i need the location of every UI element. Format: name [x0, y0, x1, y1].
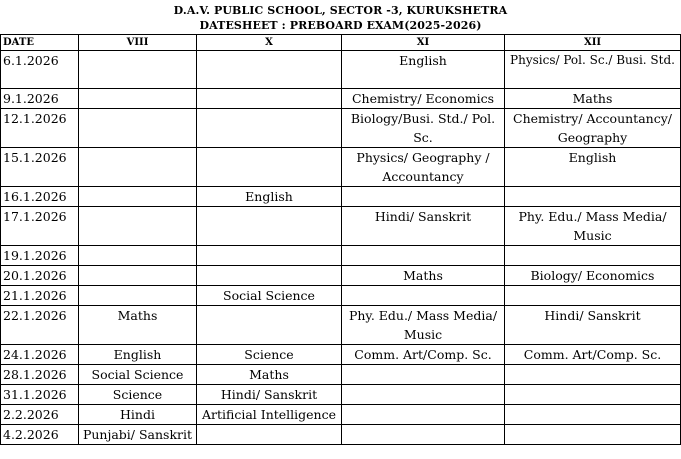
viii-cell: Hindi: [79, 405, 197, 425]
xi-cell: [342, 246, 505, 266]
date-cell: 4.2.2026: [1, 425, 79, 445]
xii-cell: Phy. Edu./ Mass Media/ Music: [505, 207, 681, 246]
xi-cell: [342, 286, 505, 306]
table-row: [1, 187, 681, 207]
x-cell: [197, 207, 342, 246]
xi-cell: Physics/ Geography / Accountancy: [342, 148, 505, 187]
datesheet-title: DATESHEET : PREBOARD EXAM(2025-2026): [199, 19, 482, 32]
x-cell: [197, 266, 342, 286]
table-row: [1, 148, 681, 187]
viii-cell: [79, 187, 197, 207]
date-cell: 19.1.2026: [1, 246, 79, 266]
viii-cell: [79, 207, 197, 246]
viii-cell: [79, 51, 197, 89]
viii-cell: Science: [79, 385, 197, 405]
viii-cell: Punjabi/ Sanskrit: [79, 425, 197, 445]
x-cell: Social Science: [197, 286, 342, 306]
column-header-xii: XII: [505, 35, 681, 51]
x-cell: Artificial Intelligence: [197, 405, 342, 425]
viii-cell: Maths: [79, 306, 197, 345]
viii-cell: [79, 246, 197, 266]
column-header-xi: XI: [342, 35, 505, 51]
table-row: [1, 385, 681, 405]
xii-cell: [505, 405, 681, 425]
xii-cell: [505, 286, 681, 306]
xii-cell: English: [505, 148, 681, 187]
xi-cell: [342, 425, 505, 445]
header-row: [1, 35, 681, 51]
table-row: [1, 266, 681, 286]
viii-cell: [79, 266, 197, 286]
x-cell: Maths: [197, 365, 342, 385]
table-row: [1, 365, 681, 385]
date-cell: 15.1.2026: [1, 148, 79, 187]
table-row: [1, 89, 681, 109]
date-cell: 17.1.2026: [1, 207, 79, 246]
x-cell: [197, 89, 342, 109]
xi-cell: English: [342, 51, 505, 89]
xi-cell: Hindi/ Sanskrit: [342, 207, 505, 246]
xii-cell: [505, 425, 681, 445]
viii-cell: [79, 148, 197, 187]
table-row: [1, 109, 681, 148]
xii-cell: Hindi/ Sanskrit: [505, 306, 681, 345]
date-cell: 24.1.2026: [1, 345, 79, 365]
table-row: [1, 306, 681, 345]
x-cell: Science: [197, 345, 342, 365]
date-cell: 21.1.2026: [1, 286, 79, 306]
x-cell: [197, 148, 342, 187]
xii-cell: Maths: [505, 89, 681, 109]
viii-cell: English: [79, 345, 197, 365]
date-cell: 6.1.2026: [1, 51, 79, 89]
viii-cell: [79, 286, 197, 306]
table-row: [1, 425, 681, 445]
viii-cell: [79, 109, 197, 148]
xii-cell: [505, 246, 681, 266]
date-cell: 12.1.2026: [1, 109, 79, 148]
xi-cell: Phy. Edu./ Mass Media/ Music: [342, 306, 505, 345]
table-row: [1, 207, 681, 246]
xii-cell: Comm. Art/Comp. Sc.: [505, 345, 681, 365]
x-cell: [197, 425, 342, 445]
xi-cell: [342, 385, 505, 405]
column-header-date: DATE: [1, 35, 79, 51]
date-cell: 16.1.2026: [1, 187, 79, 207]
xi-cell: Maths: [342, 266, 505, 286]
date-cell: 20.1.2026: [1, 266, 79, 286]
xii-cell: [505, 385, 681, 405]
date-cell: 31.1.2026: [1, 385, 79, 405]
table-row: [1, 51, 681, 89]
x-cell: [197, 109, 342, 148]
date-cell: 28.1.2026: [1, 365, 79, 385]
viii-cell: [79, 89, 197, 109]
table-row: [1, 345, 681, 365]
xii-cell: [505, 187, 681, 207]
x-cell: Hindi/ Sanskrit: [197, 385, 342, 405]
table-row: [1, 286, 681, 306]
viii-cell: Social Science: [79, 365, 197, 385]
xii-cell: [505, 365, 681, 385]
xi-cell: Comm. Art/Comp. Sc.: [342, 345, 505, 365]
xii-cell: Physics/ Pol. Sc./ Busi. Std.: [505, 51, 681, 89]
x-cell: [197, 51, 342, 89]
x-cell: [197, 306, 342, 345]
school-title: D.A.V. PUBLIC SCHOOL, SECTOR -3, KURUKSHETRA: [173, 4, 508, 17]
table-row: [1, 246, 681, 266]
xi-cell: Biology/Busi. Std./ Pol. Sc.: [342, 109, 505, 148]
date-cell: 9.1.2026: [1, 89, 79, 109]
column-header-x: X: [197, 35, 342, 51]
date-cell: 2.2.2026: [1, 405, 79, 425]
date-cell: 22.1.2026: [1, 306, 79, 345]
datesheet-table: [0, 34, 681, 445]
xi-cell: [342, 187, 505, 207]
x-cell: [197, 246, 342, 266]
column-header-viii: VIII: [79, 35, 197, 51]
xi-cell: [342, 405, 505, 425]
x-cell: English: [197, 187, 342, 207]
xii-cell: Biology/ Economics: [505, 266, 681, 286]
table-row: [1, 405, 681, 425]
xii-cell: Chemistry/ Accountancy/ Geography: [505, 109, 681, 148]
xi-cell: Chemistry/ Economics: [342, 89, 505, 109]
xi-cell: [342, 365, 505, 385]
